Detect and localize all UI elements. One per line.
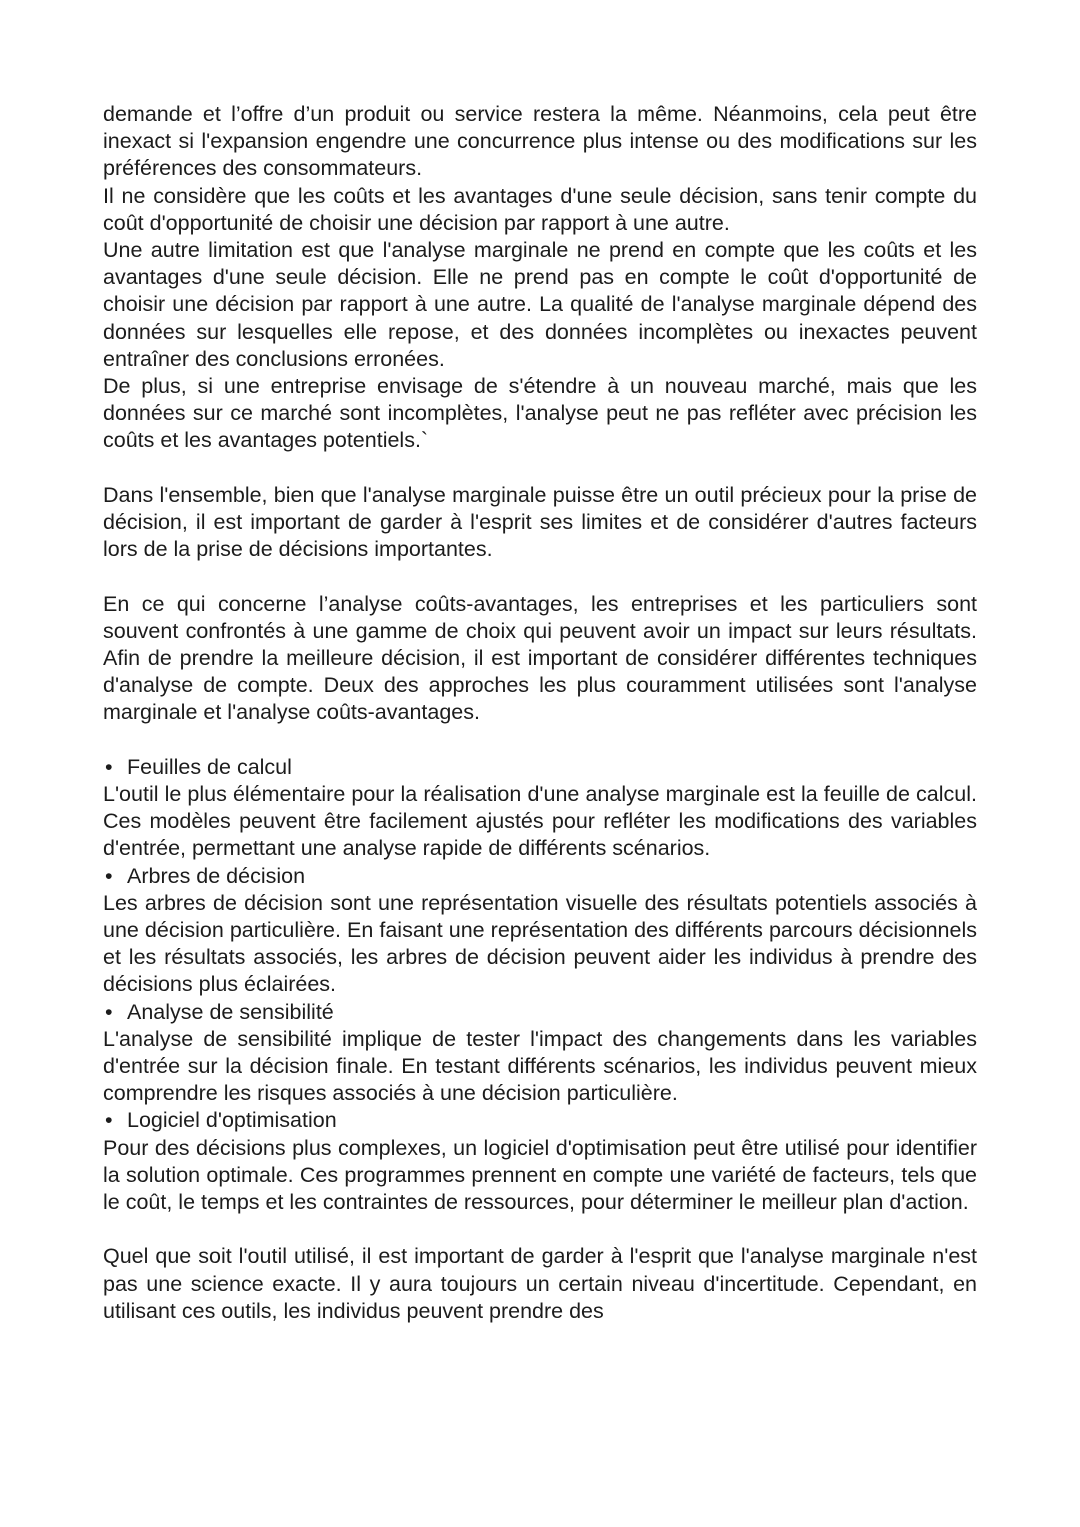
paragraph-cost-benefit: En ce qui concerne l’analyse coûts-avantages, les entreprises et les particuliers sont souvent confrontés à une gamme de choix qui peuvent avoir un impact sur leurs résultats. Afin de prendre la meilleure décision, il est important de considérer différentes techniques d'analyse de compte. Deux des approches les plus couramment utilisées sont l'analyse marginale et l'analyse coûts-avantages. <box>103 591 977 725</box>
list-item-heading <box>103 999 977 1026</box>
paragraph-limitation: Une autre limitation est que l'analyse marginale ne prend en compte que les coûts et les avantages d'une seule décision. Elle ne prend pas en compte le coût d'opportunité de choisir une décision par rapport à une autre. La qualité de l'analyse marginale dépend des données sur lesquelles elle repose, et des données incomplètes ou inexactes peuvent entraîner des conclusions erronées. <box>103 238 977 371</box>
paragraph-opportunity-cost: Il ne considère que les coûts et les avantages d'une seule décision, sans tenir compte du coût d'opportunité de choisir une décision par rapport à une autre. <box>103 183 977 235</box>
paragraph-offer-demand: demande et l’offre d’un produit ou service restera la même. Néanmoins, cela peut être inexact si l'expansion engendre une concurrence plus intense ou des modifications sur les préférences des consommateurs. <box>103 102 977 181</box>
tools-list <box>103 754 977 1216</box>
paragraph-conclusion: Quel que soit l'outil utilisé, il est important de garder à l'esprit que l'analyse marginale n'est pas une science exacte. Il y aura toujours un certain niveau d'incertitude. Cependant, en utilisant ces outils, les individus peuvent prendre des <box>103 1244 977 1323</box>
paragraph-overall: Dans l'ensemble, bien que l'analyse marginale puisse être un outil précieux pour la prise de décision, il est important de garder à l'esprit ses limites et de considérer d'autres facteurs lors de la prise de décisions importantes. <box>103 482 977 562</box>
document-body <box>103 101 977 1325</box>
bullet-icon: • <box>105 863 113 888</box>
tool-description: Pour des décisions plus complexes, un logiciel d'optimisation peut être utilisé pour identifier la solution optimale. Ces programmes prennent en compte une variété de facteurs, tels que le coût, le temps et les contraintes de ressources, pour déterminer le meilleur plan d'action. <box>103 1135 977 1215</box>
tool-description: L'analyse de sensibilité implique de tester l'impact des changements dans les variables d'entrée sur la décision finale. En testant différents scénarios, les individus peuvent mieux comprendre les risques associés à une décision particulière. <box>103 1026 977 1106</box>
list-item-heading <box>103 754 977 781</box>
tool-description: L'outil le plus élémentaire pour la réalisation d'une analyse marginale est la feuille de calcul. Ces modèles peuvent être facilement ajustés pour refléter les modifications des variables d'entrée, permettant une analyse rapide de différents scénarios. <box>103 782 977 861</box>
bullet-icon: • <box>105 999 113 1024</box>
tool-description: Les arbres de décision sont une représentation visuelle des résultats potentiels associés à une décision particulière. En faisant une représentation des différents parcours décisionnels et les résultats associés, les arbres de décision peuvent aider les individus à prendre des décisions plus éclairées. <box>103 890 977 997</box>
paragraph-new-market: De plus, si une entreprise envisage de s'étendre à un nouveau marché, mais que les données sur ce marché sont incomplètes, l'analyse peut ne pas refléter avec précision les coûts et les avantages potentiels.` <box>103 374 977 453</box>
bullet-icon: • <box>105 1108 113 1133</box>
tool-heading: Arbres de décision <box>127 863 306 888</box>
list-item-heading <box>103 1107 977 1134</box>
tool-heading: Logiciel d'optimisation <box>127 1108 337 1133</box>
tool-heading: Feuilles de calcul <box>127 754 292 779</box>
tool-heading: Analyse de sensibilité <box>127 999 334 1024</box>
list-item-heading <box>103 863 977 890</box>
bullet-icon: • <box>105 754 113 779</box>
